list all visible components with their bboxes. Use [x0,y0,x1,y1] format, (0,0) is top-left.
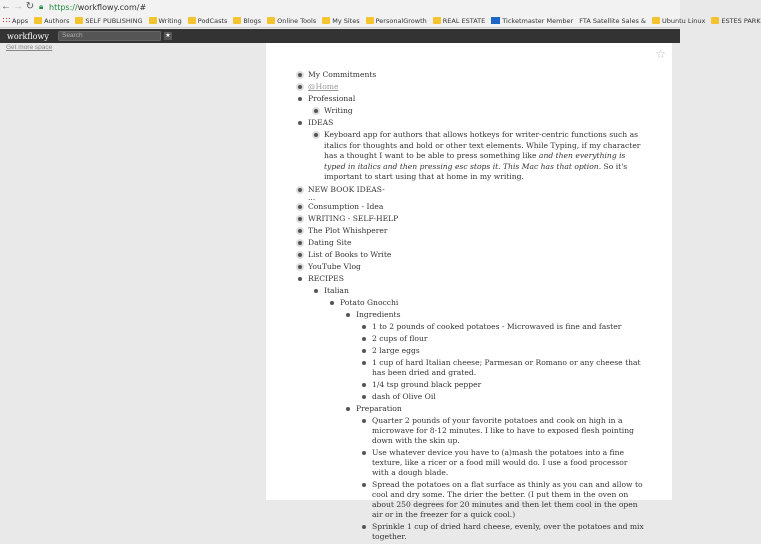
list-item[interactable]: IDEAS Keyboard app for authors that allows hotkeys for writer-centric functions such as italics for thoughts and bold or other text elements. While Typing, if my character has a thought I want to be able to press something like and then everything is typed in italics and then pressing esc stops it. This Mac has that option. So it's important to start using that at home in my writing. [296,118,646,183]
bookmark-my-sites[interactable]: My Sites [322,17,359,25]
star-outline-icon[interactable]: ☆ [655,47,666,61]
back-arrow-icon[interactable]: ← [1,1,11,12]
bullet-icon[interactable] [296,71,304,79]
list-item[interactable]: Italian Potato Gnocchi Ingredients 1 to 2 pounds of cooked potatoes - Microwaved is fine and faster 2 cups of flour 2 large eggs 1 cup of hard Italian cheese; Parmesan or Romano or any cheese that has been dried and grated. 1/4 tsp ground black pepper dash of Olive Oil Preparation Quarter 2 pounds of your favorite potatoes and cook on high in a microwave for 8-12 minutes. I like to have to exposed flesh pointing down with the skin up. Use whatever device you have to (a)mash the potatoes into a fine texture, like a ricer or a food mill would do. I use a food processor with a dough blade. Spread the potatoes on a flat surface as thinly as you can and allow to cool and dry some. The drier the better. (I put them in the oven on about 250 degrees for 20 minutes and then let them cool in the open air or in the freezer for a quick cool.) Sprinkle 1 cup of dried hard cheese, evenly, over the potatoes and mix together. [312,286,646,542]
search-input[interactable]: Search [58,31,161,41]
folder-icon [34,17,42,24]
bookmark-ubuntu-linux[interactable]: Ubuntu Linux [652,17,705,25]
bullet-icon[interactable] [296,275,304,283]
bookmark-podcasts[interactable]: PodCasts [188,17,228,25]
app-logo[interactable]: workflowy [7,31,49,41]
bookmark-real-estate[interactable]: REAL ESTATE [433,17,485,25]
outline-list [296,70,646,544]
bullet-icon[interactable] [312,131,320,139]
bullet-icon[interactable] [296,83,304,91]
bullet-icon[interactable] [296,215,304,223]
list-item[interactable]: Spread the potatoes on a flat surface as thinly as you can and allow to cool and dry some. The drier the better. (I put them in the oven on about 250 degrees for 20 minutes and then let them cool in the open air or in the freezer for a quick cool.) [360,480,646,520]
bookmarks-bar [0,14,761,28]
folder-icon [149,17,157,24]
list-item[interactable]: List of Books to Write [296,250,646,260]
url-field[interactable]: https://workflowy.com/# [49,2,147,12]
bullet-icon[interactable] [360,449,368,457]
get-more-space-link[interactable]: Get more space [6,44,53,51]
bookmark-estes-park[interactable]: ESTES PARK [711,17,760,25]
list-item[interactable]: RECIPES Italian Potato Gnocchi Ingredients 1 to 2 pounds of cooked potatoes - Microwaved is fine and faster 2 cups of flour 2 large eggs 1 cup of hard Italian cheese; Parmesan or Romano or any cheese that has been dried and grated. 1/4 tsp ground black pepper dash of Olive Oil Preparation Quarter 2 pounds of your favorite potatoes and cook on high in a microwave for 8-12 minutes. I like to have to exposed flesh pointing down with the skin up. Use whatever device you have to (a)mash the potatoes into a fine texture, like a ricer or a food mill would do. I use a food processor with a dough blade. Spread the potatoes on a flat surface as thinly as you can and allow to cool and dry some. The drier the better. (I put them in the oven on about 250 degrees for 20 minutes and then let them cool in the open air or in the freezer for a quick cool.) Sprinkle 1 cup of dried hard cheese, evenly, over the potatoes and mix together. [296,274,646,542]
bullet-icon[interactable] [360,335,368,343]
folder-icon [322,17,330,24]
list-item[interactable]: 1/4 tsp ground black pepper [360,380,646,390]
bullet-icon[interactable] [312,287,320,295]
bookmark-authors[interactable]: Authors [34,17,69,25]
folder-icon [366,17,374,24]
folder-icon [433,17,441,24]
list-item[interactable]: Preparation Quarter 2 pounds of your favorite potatoes and cook on high in a microwave for 8-12 minutes. I like to have to exposed flesh pointing down with the skin up. Use whatever device you have to (a)mash the potatoes into a fine texture, like a ricer or a food mill would do. I use a food processor with a dough blade. Spread the potatoes on a flat surface as thinly as you can and allow to cool and dry some. The drier the better. (I put them in the oven on about 250 degrees for 20 minutes and then let them cool in the open air or in the freezer for a quick cool.) Sprinkle 1 cup of dried hard cheese, evenly, over the potatoes and mix together. [344,404,646,542]
outline-page [266,43,672,541]
bullet-icon[interactable] [344,405,352,413]
bullet-icon[interactable] [360,323,368,331]
list-item[interactable]: NEW BOOK IDEAS- [296,185,646,195]
app-header [0,29,680,43]
lock-icon: 🔒︎ [39,2,44,11]
list-item[interactable]: Consumption - Idea [296,202,646,212]
bullet-icon[interactable] [296,203,304,211]
folder-icon [267,17,275,24]
list-item[interactable]: 2 cups of flour [360,334,646,344]
folder-icon [233,17,241,24]
bullet-icon[interactable] [360,523,368,531]
star-icon[interactable]: ★ [165,33,171,39]
browser-address-bar [0,0,680,14]
bookmark-apps[interactable]: Apps [2,17,28,25]
ticketmaster-icon [491,17,500,24]
bullet-icon[interactable] [296,263,304,271]
bullet-icon[interactable] [328,299,336,307]
list-item[interactable]: Dating Site [296,238,646,248]
list-item[interactable]: Sprinkle 1 cup of dried hard cheese, evenly, over the potatoes and mix together. [360,522,646,542]
apps-grid-icon [2,17,10,24]
folder-icon [652,17,660,24]
folder-icon [711,17,719,24]
bullet-icon[interactable] [296,186,304,194]
bookmark-ticketmaster[interactable]: Ticketmaster Member [491,17,573,25]
list-item[interactable]: 2 large eggs [360,346,646,356]
list-item[interactable]: Ingredients 1 to 2 pounds of cooked potatoes - Microwaved is fine and faster 2 cups of flour 2 large eggs 1 cup of hard Italian cheese; Parmesan or Romano or any cheese that has been dried and grated. 1/4 tsp ground black pepper dash of Olive Oil [344,310,646,402]
ellipsis-marker: ... [308,192,316,202]
list-item[interactable]: Writing [312,106,646,116]
folder-icon [75,17,83,24]
list-item[interactable]: @Home [296,82,646,92]
bullet-icon[interactable] [312,107,320,115]
bookmark-fta-satellite[interactable]: FTA Satellite Sales & [579,17,646,25]
bookmark-personal-growth[interactable]: PersonalGrowth [366,17,427,25]
list-item[interactable]: Potato Gnocchi Ingredients 1 to 2 pounds of cooked potatoes - Microwaved is fine and faster 2 cups of flour 2 large eggs 1 cup of hard Italian cheese; Parmesan or Romano or any cheese that has been dried and grated. 1/4 tsp ground black pepper dash of Olive Oil Preparation Quarter 2 pounds of your favorite potatoes and cook on high in a microwave for 8-12 minutes. I like to have to exposed flesh pointing down with the skin up. Use whatever device you have to (a)mash the potatoes into a fine texture, like a ricer or a food mill would do. I use a food processor with a dough blade. Spread the potatoes on a flat surface as thinly as you can and allow to cool and dry some. The drier the better. (I put them in the oven on about 250 degrees for 20 minutes and then let them cool in the open air or in the freezer for a quick cool.) Sprinkle 1 cup of dried hard cheese, evenly, over the potatoes and mix together. [328,298,646,542]
list-item[interactable]: 1 to 2 pounds of cooked potatoes - Microwaved is fine and faster [360,322,646,332]
list-item[interactable]: 1 cup of hard Italian cheese; Parmesan or Romano or any cheese that has been dried and grated. [360,358,646,378]
bookmark-online-tools[interactable]: Online Tools [267,17,316,25]
bookmark-blogs[interactable]: Blogs [233,17,261,25]
list-item[interactable]: Quarter 2 pounds of your favorite potatoes and cook on high in a microwave for 8-12 minutes. I like to have to exposed flesh pointing down with the skin up. [360,416,646,446]
list-item[interactable]: dash of Olive Oil [360,392,646,402]
list-item[interactable]: Professional Writing [296,94,646,116]
list-item[interactable]: YouTube Vlog [296,262,646,272]
bullet-icon[interactable] [360,359,368,367]
bookmark-writing[interactable]: Writing [149,17,182,25]
bullet-icon[interactable] [344,311,352,319]
bullet-icon[interactable] [360,347,368,355]
bullet-icon[interactable] [360,481,368,489]
reload-icon[interactable]: ↻ [25,1,35,12]
list-item[interactable]: WRITING - SELF-HELP [296,214,646,224]
bullet-icon[interactable] [296,251,304,259]
bookmark-self-publishing[interactable]: SELF PUBLISHING [75,17,142,25]
list-item[interactable]: Keyboard app for authors that allows hotkeys for writer-centric functions such as italics for thoughts and bold or other text elements. While Typing, if my character has a thought I want to be able to press something like and then everything is typed in italics and then pressing esc stops it. This Mac has that option. So it's important to start using that at home in my writing. [312,130,646,183]
list-item[interactable]: The Plot Whishperer [296,226,646,236]
bullet-icon[interactable] [360,393,368,401]
list-item[interactable]: My Commitments [296,70,646,80]
bullet-icon[interactable] [360,417,368,425]
folder-icon [188,17,196,24]
bullet-icon[interactable] [296,239,304,247]
bullet-icon[interactable] [296,95,304,103]
forward-arrow-icon[interactable]: → [13,1,23,12]
bullet-icon[interactable] [296,227,304,235]
bullet-icon[interactable] [360,381,368,389]
bullet-icon[interactable] [296,119,304,127]
list-item[interactable]: Use whatever device you have to (a)mash the potatoes into a fine texture, like a ricer or a food mill would do. I use a food processor with a dough blade. [360,448,646,478]
